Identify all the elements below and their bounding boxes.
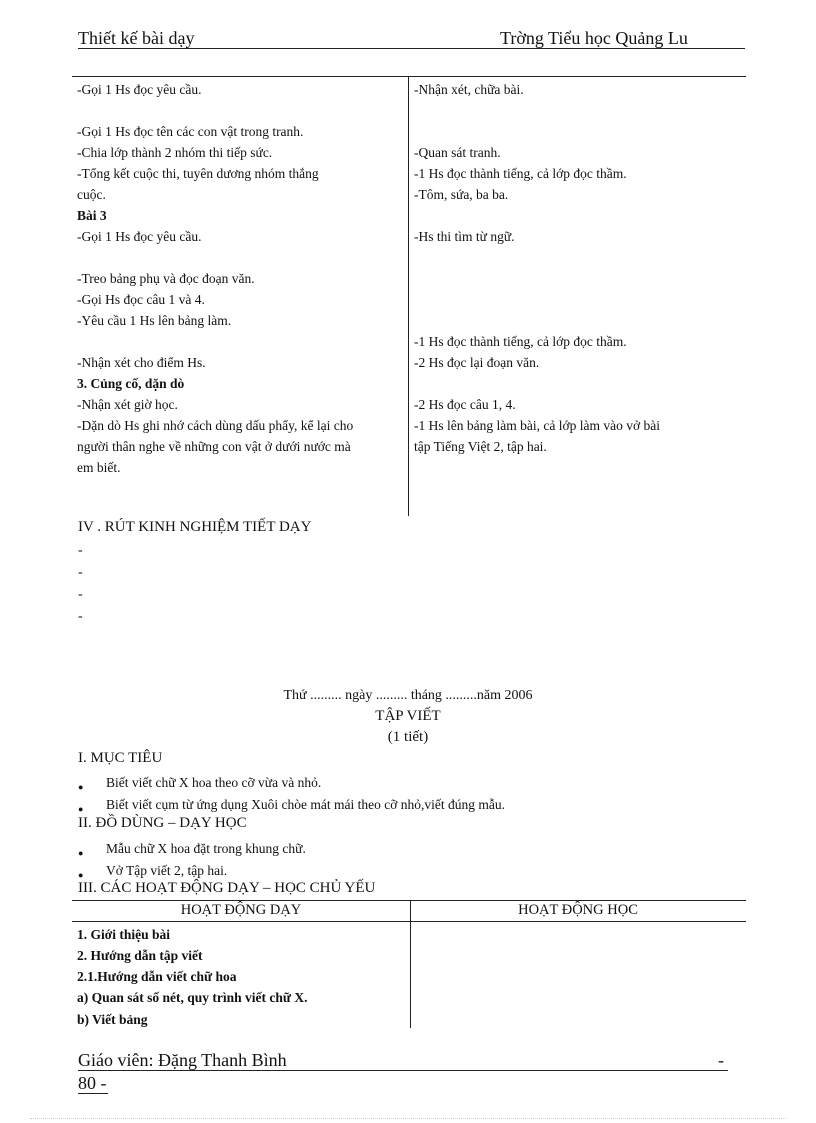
table-line: -1 Hs đọc thành tiếng, cả lớp đọc thầm.: [414, 166, 627, 181]
footer-dash: -: [718, 1050, 724, 1070]
sec2-item: ● Vở Tập viết 2, tập hai.: [106, 860, 227, 881]
lesson-title: TẬP VIẾT: [375, 708, 441, 724]
dash-line: -: [78, 587, 83, 602]
table2-header-border: [72, 921, 746, 922]
table-line: -Tổng kết cuộc thi, tuyên dương nhóm thắng: [77, 166, 319, 181]
sec3-title: III. CÁC HOẠT ĐỘNG DẠY – HỌC CHỦ YẾU: [78, 880, 376, 896]
table-line: [414, 268, 744, 289]
table-line: -Nhận xét cho điểm Hs.: [77, 355, 206, 370]
table-line: người thân nghe về những con vật ở dưới nước mà: [77, 439, 351, 454]
header-rule: [78, 48, 745, 49]
section4-dashes: [78, 540, 83, 628]
dash-line: -: [78, 565, 83, 580]
date-line: Thứ ......... ngày ......... tháng .........năm 2006: [283, 688, 533, 703]
table-line: [77, 100, 403, 121]
table-line: -Nhận xét giờ học.: [77, 397, 178, 412]
table-line: -Gọi Hs đọc câu 1 và 4.: [77, 292, 205, 307]
table-line: -Chia lớp thành 2 nhóm thi tiếp sức.: [77, 145, 273, 160]
table2-row: 2. Hướng dẫn tập viết: [77, 948, 203, 963]
table-line: -1 Hs đọc thành tiếng, cả lớp đọc thầm.: [414, 334, 627, 349]
table-line: -2 Hs đọc câu 1, 4.: [414, 397, 516, 412]
table-line: [414, 289, 744, 310]
table2-row: 1. Giới thiệu bài: [77, 927, 170, 942]
table-line: -Gọi 1 Hs đọc tên các con vật trong tranh.: [77, 124, 304, 139]
table-line: -Tôm, sứa, ba ba.: [414, 187, 509, 202]
table-line: -Yêu cầu 1 Hs lên bảng làm.: [77, 313, 232, 328]
table2-divider: [410, 900, 411, 1028]
footer-page: 80 -: [78, 1073, 107, 1093]
table-line: Bài 3: [77, 208, 107, 223]
table2-row: a) Quan sát số nét, quy trình viết chữ X.: [77, 990, 308, 1005]
header-right: Trờng Tiểu học Quảng Lu: [500, 28, 688, 48]
table2-col2-header: HOẠT ĐỘNG HỌC: [518, 902, 638, 918]
table-line: [414, 121, 744, 142]
table-line: -2 Hs đọc lại đoạn văn.: [414, 355, 540, 370]
sec1-item: ● Biết viết cụm từ ứng dụng Xuôi chòe mát mái theo cỡ nhỏ,viết đúng mẫu.: [106, 794, 505, 815]
table-line: [414, 205, 744, 226]
section4-title: IV . RÚT KINH NGHIỆM TIẾT DẠY: [78, 519, 312, 535]
table-line: [77, 331, 403, 352]
lesson-subtitle: (1 tiết): [387, 729, 429, 745]
table-line: -Quan sát tranh.: [414, 145, 501, 160]
table-line: -Gọi 1 Hs đọc yêu cầu.: [77, 82, 202, 97]
sec2-item: ● Mẫu chữ X hoa đặt trong khung chữ.: [106, 838, 306, 859]
table-line: em biết.: [77, 460, 121, 475]
table1-divider: [408, 76, 409, 516]
table1-left-column: [77, 79, 403, 478]
sec1-title: I. MỤC TIÊU: [78, 750, 163, 766]
table1-right-column: [414, 79, 744, 457]
table-line: cuộc.: [77, 187, 106, 202]
table-line: [77, 247, 403, 268]
footer-page-underline: [78, 1093, 108, 1094]
page-edge-dots: [30, 1118, 786, 1119]
table-line: -Gọi 1 Hs đọc yêu cầu.: [77, 229, 202, 244]
table2-top-border: [72, 900, 746, 901]
table2-row: b) Viết bảng: [77, 1012, 148, 1027]
dash-line: -: [78, 609, 83, 624]
sec1-item: ● Biết viết chữ X hoa theo cỡ vừa và nhỏ.: [106, 772, 321, 793]
table2-col1-header: HOẠT ĐỘNG DẠY: [180, 902, 302, 918]
table-line: [414, 373, 744, 394]
table-line: -Nhận xét, chữa bài.: [414, 82, 524, 97]
footer-rule: [78, 1070, 728, 1071]
table-line: [414, 100, 744, 121]
table-line: -Hs thi tìm từ ngữ.: [414, 229, 515, 244]
footer-teacher: Giáo viên: Đặng Thanh Bình: [78, 1050, 287, 1070]
table-line: -Treo bảng phụ và đọc đoạn văn.: [77, 271, 255, 286]
table-line: [414, 247, 744, 268]
table-line: tập Tiếng Việt 2, tập hai.: [414, 439, 547, 454]
sec2-title: II. ĐỒ DÙNG – DẠY HỌC: [78, 815, 247, 831]
table1-top-border: [72, 76, 746, 77]
table-line: [414, 310, 744, 331]
table2-row: 2.1.Hướng dẫn viết chữ hoa: [77, 969, 237, 984]
header-left: Thiết kế bài dạy: [78, 28, 195, 48]
dash-line: -: [78, 543, 83, 558]
table-line: 3. Củng cố, dặn dò: [77, 376, 185, 391]
table-line: -1 Hs lên bảng làm bài, cả lớp làm vào vở bài: [414, 418, 660, 433]
table-line: -Dặn dò Hs ghi nhớ cách dùng dấu phẩy, kể lại cho: [77, 418, 354, 433]
